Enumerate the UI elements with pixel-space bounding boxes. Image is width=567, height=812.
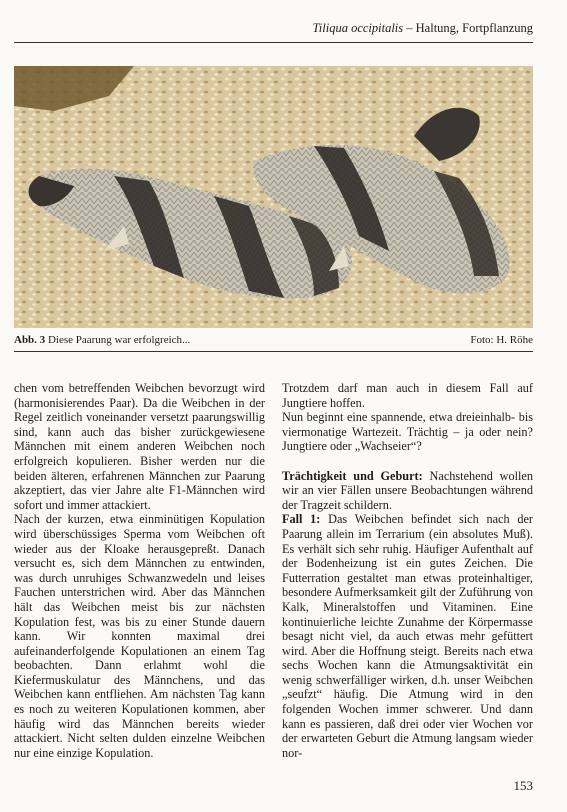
right-column [282, 381, 533, 760]
lizard-photo [14, 66, 533, 328]
figure-caption-text: Diese Paarung war erfolgreich... [45, 334, 191, 346]
figure-caption [14, 333, 533, 352]
case-label: Fall 1: [282, 512, 321, 527]
figure-label: Abb. 3 [14, 334, 46, 346]
running-header [14, 18, 533, 43]
section-heading: Trächtigkeit und Geburt: [282, 468, 423, 483]
paragraph: chen vom betreffenden Weibchen bevorzugt wird (harmonisierendes Paar). Da die Weibchen in der Regel zeitlich voneinander versetzt paarungswillig sind, kann auch das bisher zurückgewiesene Männchen mit einem anderen Weibchen noch erfolgreich kopulieren. Bisher werden nur die beiden älteren, erfahrenen Männchen zur Paarung akzeptiert, das vier Jahre alte F1-Männchen wird sofort und immer attackiert. [14, 381, 265, 512]
paragraph-spacer [282, 454, 533, 469]
header-species: Tiliqua occipitalis [312, 21, 404, 35]
paragraph: Trotzdem darf man auch in diesem Fall auf Jungtiere hoffen. [282, 381, 533, 410]
paragraph: Nun beginnt eine spannende, etwa dreieinhalb- bis viermonatige Wartezeit. Trächtig – ja oder nein? Jungtiere oder „Wachseier“? [282, 410, 533, 454]
page-number: 153 [513, 778, 533, 793]
paragraph: Nach der kurzen, etwa einminütigen Kopulation wird überschüssiges Sperma vom Weibchen oft wieder aus der Kloake herausgepreßt. Danach versucht es, sich dem Männchen zu entwinden, was durch unruhiges Schwanzwedeln und leises Fauchen unterstrichen wird. Aber das Männchen hält das Weibchen meist bis zur nächsten Kopulation fest, was bis zu einer Stunde dauern kann. Wir konnten maximal drei aufeinanderfolgende Kopulationen an einem Tag beobachten. Dann erlahmt wohl die Kiefermuskulatur des Männchens, und das Weibchen kann entfliehen. Am nächsten Tag kann es noch zu weiteren Kopulationen kommen, aber häufig wird das Männchen bereits wieder attackiert. Nicht selten dulden einzelne Weibchen nur eine einzige Kopulation. [14, 512, 265, 760]
header-section: – Haltung, Fortpflanzung [403, 21, 533, 35]
paragraph: Trächtigkeit und Geburt: Nachstehend wollen wir an vier Fällen unsere Beobachtungen während der Tragzeit schildern. [282, 468, 533, 512]
photo-credit: Foto: H. Röhe [470, 334, 533, 346]
paragraph: Fall 1: Das Weibchen befindet sich nach der Paarung allein im Terrarium (ein absolutes Muß). Es verhält sich sehr ruhig. Häufiger Aufenthalt auf der Bodenheizung ist ein gutes Zeichen. Die Futterration gestaltet man etwas proteinhaltiger, besondere Aufmerksamkeit gilt der Zuführung von Kalk, Mineralstoffen und Vitaminen. Eine kontinuierliche leichte Zunahme der Körpermasse besagt nicht viel, da auch etwas mehr gefüttert wird. Aber die Hoffnung steigt. Bereits nach etwa sechs Wochen kann die Atmungsaktivität ein wenig schwerfälliger wirken, d.h. unser Weibchen „seufzt“ häufig. Die Atmung wird in den folgenden Wochen immer schwerer. Und dann kann es passieren, daß drei oder vier Wochen vor der erwarteten Geburt die Atmung langsam wieder nor- [282, 512, 533, 760]
left-column [14, 381, 265, 760]
